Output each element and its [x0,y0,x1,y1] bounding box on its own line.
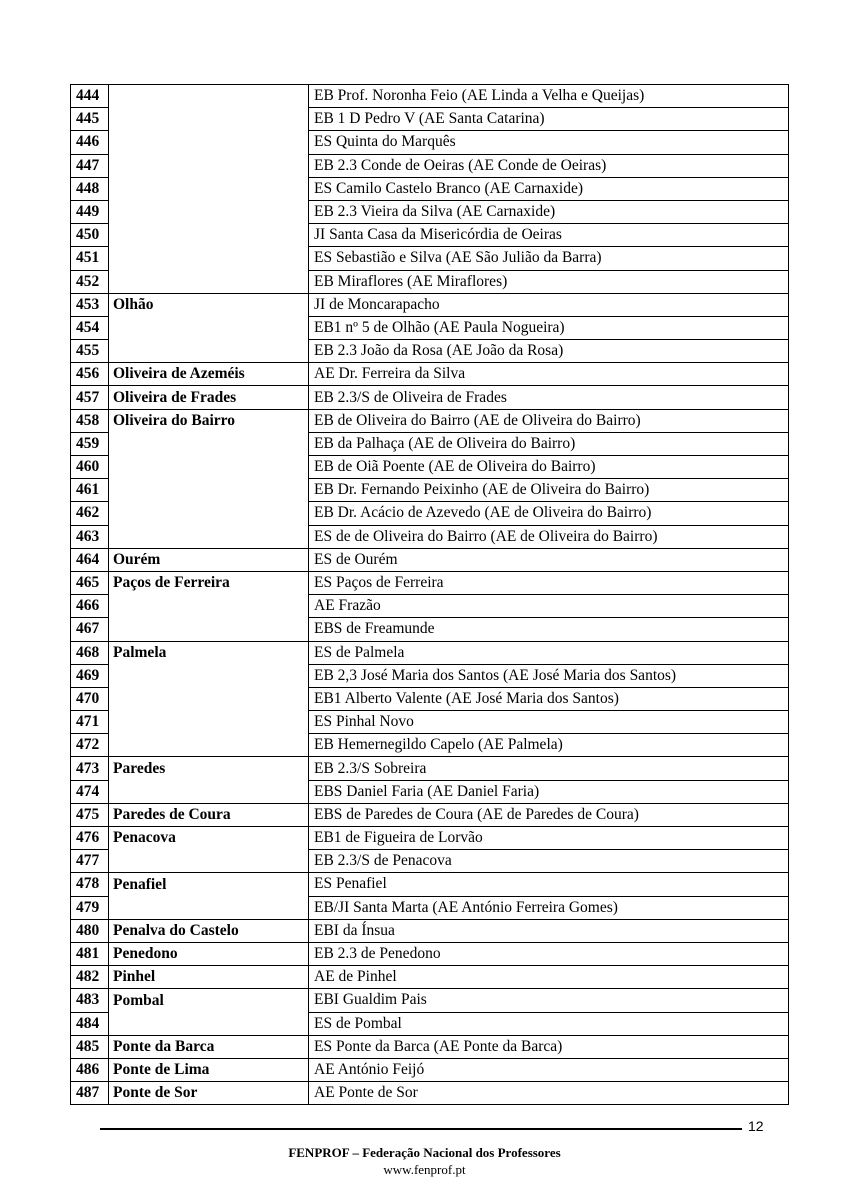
municipality-cell: Ponte da Barca [109,1035,309,1058]
table-row [71,734,789,757]
table-row [71,1058,789,1081]
municipality-cell [109,270,309,293]
municipality-cell: Paredes de Coura [109,803,309,826]
school-cell: EBS de Paredes de Coura (AE de Paredes de Coura) [309,803,789,826]
row-number: 481 [71,942,109,965]
school-cell: EBI da Ínsua [309,919,789,942]
municipality-cell: Palmela [109,641,309,664]
footer-divider [100,1128,742,1130]
school-cell: ES Quinta do Marquês [309,131,789,154]
municipality-cell: Ponte de Lima [109,1058,309,1081]
municipality-cell [109,316,309,339]
row-number: 483 [71,989,109,1012]
table-row [71,293,789,316]
municipality-cell [109,502,309,525]
row-number: 465 [71,571,109,594]
footer-organization: FENPROF – Federação Nacional dos Professores [288,1145,561,1160]
school-cell: AE Dr. Ferreira da Silva [309,363,789,386]
table-row [71,966,789,989]
school-cell: EB Hemernegildo Capelo (AE Palmela) [309,734,789,757]
row-number: 473 [71,757,109,780]
table-row [71,896,789,919]
municipality-cell [109,154,309,177]
table-row [71,873,789,896]
school-cell: AE de Pinhel [309,966,789,989]
row-number: 454 [71,316,109,339]
school-cell: EBI Gualdim Pais [309,989,789,1012]
school-cell: EB 2.3/S de Penacova [309,850,789,873]
municipality-cell: Penalva do Castelo [109,919,309,942]
row-number: 452 [71,270,109,293]
table-row [71,108,789,131]
row-number: 469 [71,664,109,687]
school-cell: EB de Oliveira do Bairro (AE de Oliveira do Bairro) [309,409,789,432]
school-cell: EB 2.3/S de Oliveira de Frades [309,386,789,409]
municipality-cell [109,525,309,548]
school-cell: EB da Palhaça (AE de Oliveira do Bairro) [309,432,789,455]
school-cell: EBS de Freamunde [309,618,789,641]
municipality-cell [109,734,309,757]
table-row [71,664,789,687]
row-number: 472 [71,734,109,757]
row-number: 450 [71,224,109,247]
table-row [71,432,789,455]
table-row [71,641,789,664]
table-row [71,154,789,177]
table-row [71,85,789,108]
table-row [71,386,789,409]
municipality-cell [109,664,309,687]
table-row [71,1035,789,1058]
row-number: 449 [71,200,109,223]
municipality-cell [109,618,309,641]
school-cell: EB 2.3 Conde de Oeiras (AE Conde de Oeiras) [309,154,789,177]
school-cell: EB 2.3 de Penedono [309,942,789,965]
row-number: 474 [71,780,109,803]
municipality-cell: Penafiel [109,873,309,896]
row-number: 482 [71,966,109,989]
row-number: 457 [71,386,109,409]
municipality-cell [109,224,309,247]
school-cell: ES Penafiel [309,873,789,896]
school-cell: JI de Moncarapacho [309,293,789,316]
school-cell: EB Dr. Fernando Peixinho (AE de Oliveira do Bairro) [309,479,789,502]
row-number: 470 [71,687,109,710]
school-cell: EB1 nº 5 de Olhão (AE Paula Nogueira) [309,316,789,339]
schools-table [70,84,789,1105]
row-number: 446 [71,131,109,154]
municipality-cell [109,687,309,710]
table-row [71,827,789,850]
table-row [71,618,789,641]
municipality-cell: Paredes [109,757,309,780]
table-row [71,942,789,965]
table-row [71,1082,789,1105]
school-cell: ES de Pombal [309,1012,789,1035]
school-cell: ES de de Oliveira do Bairro (AE de Oliveira do Bairro) [309,525,789,548]
municipality-cell [109,595,309,618]
school-cell: ES de Ourém [309,548,789,571]
municipality-cell: Pombal [109,989,309,1012]
table-row [71,479,789,502]
footer-website: www.fenprof.pt [383,1162,466,1177]
school-cell: EB Dr. Acácio de Azevedo (AE de Oliveira do Bairro) [309,502,789,525]
municipality-cell [109,200,309,223]
municipality-cell [109,850,309,873]
school-cell: EB 2,3 José Maria dos Santos (AE José Maria dos Santos) [309,664,789,687]
school-cell: ES Ponte da Barca (AE Ponte da Barca) [309,1035,789,1058]
school-cell: EB1 de Figueira de Lorvão [309,827,789,850]
row-number: 460 [71,456,109,479]
row-number: 453 [71,293,109,316]
table-row [71,711,789,734]
school-cell: EBS Daniel Faria (AE Daniel Faria) [309,780,789,803]
row-number: 456 [71,363,109,386]
table-row [71,270,789,293]
municipality-cell: Oliveira de Frades [109,386,309,409]
table-row [71,316,789,339]
row-number: 476 [71,827,109,850]
municipality-cell [109,340,309,363]
school-cell: EB 2.3 João da Rosa (AE João da Rosa) [309,340,789,363]
row-number: 444 [71,85,109,108]
table-row [71,525,789,548]
municipality-cell: Pinhel [109,966,309,989]
municipality-cell [109,896,309,919]
row-number: 458 [71,409,109,432]
school-cell: EB 2.3/S Sobreira [309,757,789,780]
municipality-cell [109,247,309,270]
row-number: 477 [71,850,109,873]
municipality-cell [109,1012,309,1035]
table-row [71,247,789,270]
school-cell: AE António Feijó [309,1058,789,1081]
row-number: 486 [71,1058,109,1081]
table-row [71,224,789,247]
school-cell: AE Ponte de Sor [309,1082,789,1105]
row-number: 447 [71,154,109,177]
table-row [71,919,789,942]
school-cell: JI Santa Casa da Misericórdia de Oeiras [309,224,789,247]
municipality-cell: Oliveira de Azeméis [109,363,309,386]
row-number: 475 [71,803,109,826]
school-cell: EB 1 D Pedro V (AE Santa Catarina) [309,108,789,131]
school-cell: EB 2.3 Vieira da Silva (AE Carnaxide) [309,200,789,223]
municipality-cell [109,711,309,734]
table-row [71,687,789,710]
table-row [71,850,789,873]
row-number: 471 [71,711,109,734]
row-number: 445 [71,108,109,131]
row-number: 464 [71,548,109,571]
municipality-cell [109,479,309,502]
municipality-cell [109,780,309,803]
school-cell: EB Prof. Noronha Feio (AE Linda a Velha e Queijas) [309,85,789,108]
municipality-cell: Penedono [109,942,309,965]
school-cell: EB de Oiã Poente (AE de Oliveira do Bairro) [309,456,789,479]
row-number: 451 [71,247,109,270]
table-row [71,757,789,780]
row-number: 463 [71,525,109,548]
table-row [71,177,789,200]
table-row [71,548,789,571]
municipality-cell: Penacova [109,827,309,850]
table-row [71,340,789,363]
row-number: 487 [71,1082,109,1105]
municipality-cell [109,456,309,479]
table-row [71,1012,789,1035]
school-cell: ES Pinhal Novo [309,711,789,734]
row-number: 461 [71,479,109,502]
row-number: 485 [71,1035,109,1058]
municipality-cell: Ponte de Sor [109,1082,309,1105]
municipality-cell: Ourém [109,548,309,571]
table-row [71,200,789,223]
municipality-cell: Olhão [109,293,309,316]
school-cell: ES de Palmela [309,641,789,664]
table-row [71,409,789,432]
row-number: 448 [71,177,109,200]
table-row [71,363,789,386]
school-cell: EB/JI Santa Marta (AE António Ferreira Gomes) [309,896,789,919]
table-row [71,502,789,525]
school-cell: ES Sebastião e Silva (AE São Julião da Barra) [309,247,789,270]
row-number: 478 [71,873,109,896]
schools-table-body [71,85,789,1105]
school-cell: EB Miraflores (AE Miraflores) [309,270,789,293]
municipality-cell: Oliveira do Bairro [109,409,309,432]
row-number: 480 [71,919,109,942]
table-row [71,571,789,594]
row-number: 468 [71,641,109,664]
school-cell: ES Camilo Castelo Branco (AE Carnaxide) [309,177,789,200]
school-cell: AE Frazão [309,595,789,618]
municipality-cell [109,131,309,154]
table-row [71,456,789,479]
row-number: 455 [71,340,109,363]
municipality-cell: Paços de Ferreira [109,571,309,594]
municipality-cell [109,85,309,108]
row-number: 462 [71,502,109,525]
municipality-cell [109,177,309,200]
municipality-cell [109,108,309,131]
table-row [71,989,789,1012]
table-row [71,595,789,618]
school-cell: EB1 Alberto Valente (AE José Maria dos Santos) [309,687,789,710]
table-row [71,780,789,803]
row-number: 479 [71,896,109,919]
page-number: 12 [748,1118,764,1134]
school-cell: ES Paços de Ferreira [309,571,789,594]
row-number: 459 [71,432,109,455]
row-number: 466 [71,595,109,618]
row-number: 484 [71,1012,109,1035]
row-number: 467 [71,618,109,641]
table-row [71,803,789,826]
table-row [71,131,789,154]
municipality-cell [109,432,309,455]
